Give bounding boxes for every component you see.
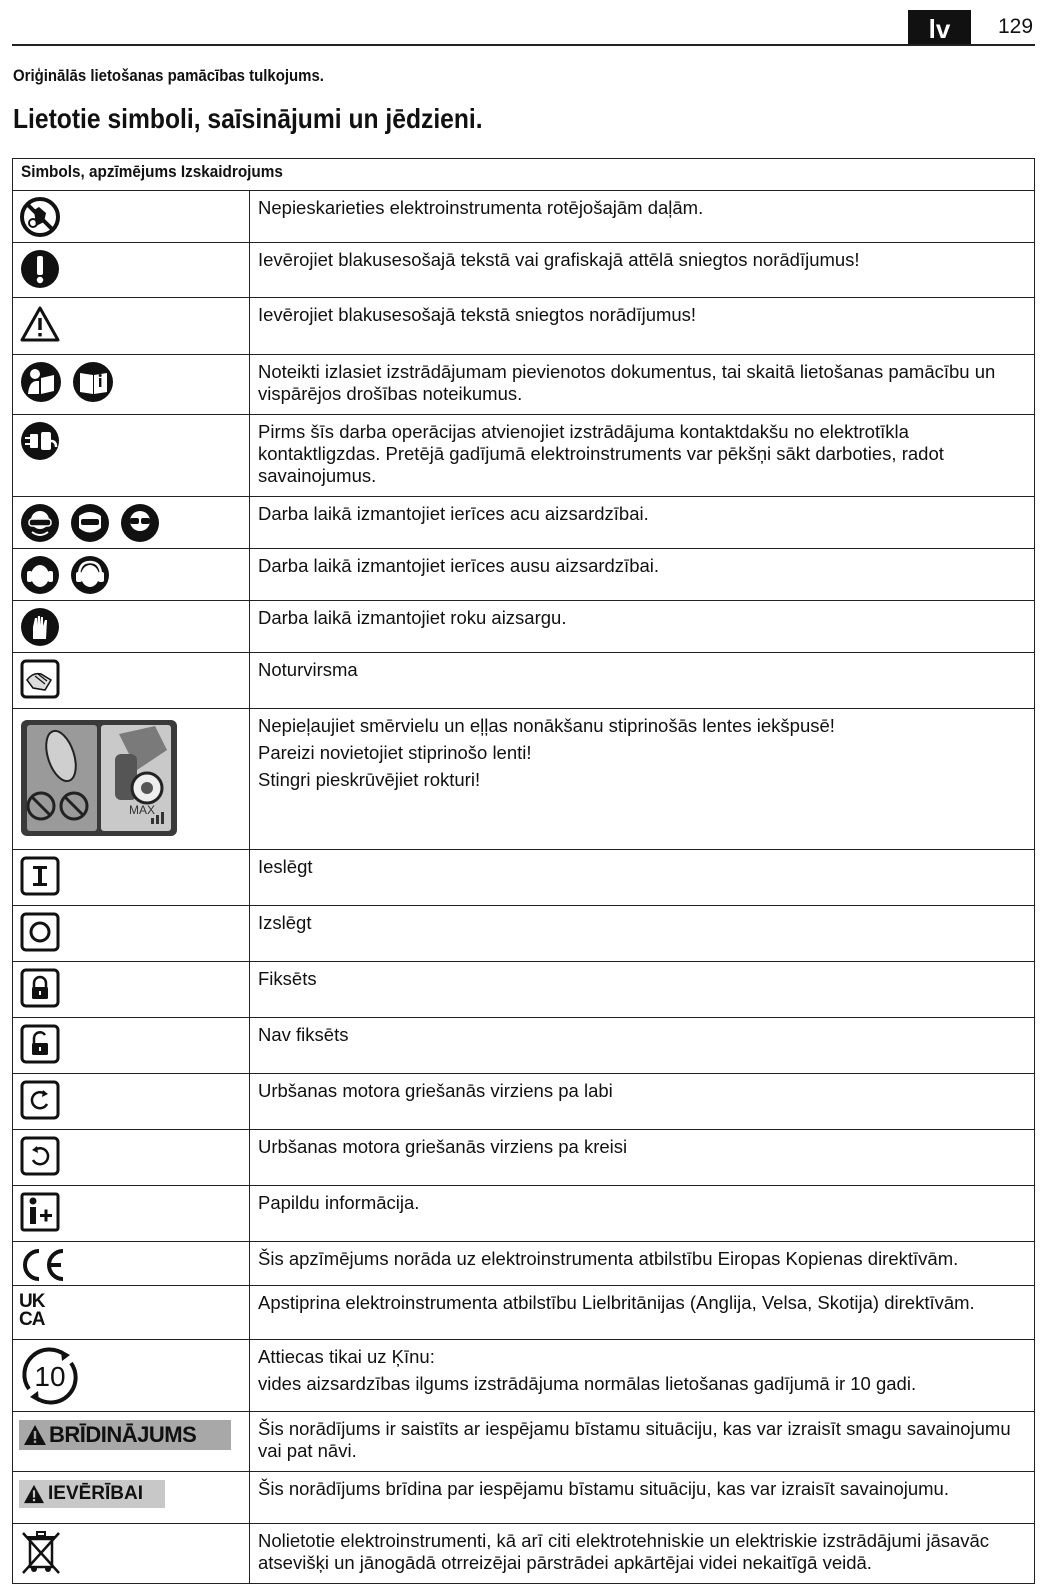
icon-cell	[13, 962, 250, 1018]
icon-cell	[13, 1472, 250, 1524]
table-row	[13, 191, 1035, 243]
row-text: Urbšanas motora griešanās virziens pa labi	[258, 1080, 613, 1101]
row-text: Pareizi novietojiet stiprinošo lenti!	[258, 742, 532, 763]
language-badge: lv	[908, 10, 971, 44]
safety-goggles-icon	[19, 502, 61, 544]
icon-cell	[13, 709, 250, 850]
epup-number: 10	[34, 1361, 66, 1392]
explanation-cell	[250, 355, 1035, 415]
face-shield-icon	[69, 502, 111, 544]
explanation-cell	[250, 1186, 1035, 1242]
explanation-cell	[250, 709, 1035, 850]
explanation-cell	[250, 298, 1035, 355]
doc-subtitle: Oriģinālās lietošanas pamācības tulkojums.	[13, 66, 324, 85]
row-text: Pirms šīs darba operācijas atvienojiet izstrādājuma kontaktdakšu no elektrotīkla kontaktligzdas. Pretējā gadījumā elektroinstruments var pēkšņi sākt darboties, radot savainojumus.	[258, 421, 944, 486]
row-text: Nolietotie elektroinstrumenti, kā arī citi elektrotehniskie un elektriskie izstrādājumi jāsavāc atsevišķi un jānogādā otrreizējai pārstrādei apkārtējai videi nekaitīgā veidā.	[258, 1530, 990, 1573]
icon-cell	[13, 1340, 250, 1412]
row-text: Ievērojiet blakusesošajā tekstā vai grafiskajā attēlā sniegtos norādījumus!	[258, 249, 860, 270]
page-number: 129	[998, 15, 1034, 38]
safety-glasses-icon	[119, 502, 161, 544]
caution-banner-label: IEVĒRĪBAI	[48, 1483, 144, 1504]
table-row	[13, 906, 1035, 962]
row-text: Noteikti izlasiet izstrādājumam pievienotos dokumentus, tai skaitā lietošanas pamācību un vispārējos drošības noteikumus.	[258, 361, 996, 404]
table-row	[13, 1340, 1035, 1412]
table-header: Simbols, apzīmējums Izskaidrojums	[13, 159, 1035, 191]
table-row	[13, 1286, 1035, 1340]
icon-cell	[13, 243, 250, 298]
table-row	[13, 850, 1035, 906]
icon-cell	[13, 1242, 250, 1286]
explanation-cell	[250, 1130, 1035, 1186]
icon-cell	[13, 355, 250, 415]
explanation-cell	[250, 1340, 1035, 1412]
explanation-cell	[250, 1412, 1035, 1472]
max-label: MAX	[129, 803, 156, 817]
explanation-cell	[250, 1286, 1035, 1340]
table-row	[13, 355, 1035, 415]
icon-cell	[13, 1074, 250, 1130]
header-rule	[12, 44, 1035, 46]
warning-banner-label: BRĪDINĀJUMS	[49, 1422, 197, 1447]
explanation-cell	[250, 243, 1035, 298]
icon-cell	[13, 601, 250, 653]
symbols-table	[12, 158, 1035, 1584]
row-text: Šis apzīmējums norāda uz elektroinstrumenta atbilstību Eiropas Kopienas direktīvām.	[258, 1248, 959, 1269]
row-text: Izslēgt	[258, 912, 312, 933]
icon-cell	[13, 1130, 250, 1186]
power-on-icon	[19, 855, 61, 897]
table-row	[13, 962, 1035, 1018]
table-row	[13, 1242, 1035, 1286]
explanation-cell	[250, 1242, 1035, 1286]
ukca-line-1: UK	[19, 1291, 45, 1312]
caution-banner	[19, 1480, 165, 1508]
explanation-cell	[250, 601, 1035, 653]
row-text: Darba laikā izmantojiet roku aizsargu.	[258, 607, 567, 628]
row-text: Ieslēgt	[258, 856, 313, 877]
explanation-cell	[250, 962, 1035, 1018]
icon-cell	[13, 1524, 250, 1584]
row-text: Ievērojiet blakusesošajā tekstā sniegtos norādījumus!	[258, 304, 697, 325]
ce-mark-icon	[19, 1247, 67, 1283]
table-row	[13, 1130, 1035, 1186]
lock-closed-icon	[19, 967, 61, 1009]
ukca-mark-icon	[19, 1293, 44, 1329]
row-text: Urbšanas motora griešanās virziens pa kreisi	[258, 1136, 628, 1157]
no-touch-rotating-icon	[19, 196, 61, 238]
row-text: Darba laikā izmantojiet ierīces ausu aizsardzībai.	[258, 555, 660, 576]
explanation-cell	[250, 1018, 1035, 1074]
table-row	[13, 1412, 1035, 1472]
table-row	[13, 298, 1035, 355]
row-text: Nepieļaujiet smērvielu un eļļas nonākšanu stiprinošās lentes iekšpusē!	[258, 715, 835, 736]
row-text: Šis norādījums brīdina par iespējamu bīstamu situāciju, kas var izraisīt savainojumu.	[258, 1478, 949, 1499]
unplug-icon	[19, 420, 61, 462]
row-text: Darba laikā izmantojiet ierīces acu aizsardzībai.	[258, 503, 649, 524]
row-text: Papildu informācija.	[258, 1192, 420, 1213]
icon-cell	[13, 298, 250, 355]
icon-cell	[13, 1018, 250, 1074]
icon-cell	[13, 549, 250, 601]
icon-cell	[13, 906, 250, 962]
table-row	[13, 709, 1035, 850]
icon-cell	[13, 191, 250, 243]
table-row	[13, 415, 1035, 497]
ear-plugs-icon	[69, 554, 111, 596]
glove-icon	[19, 606, 61, 648]
explanation-cell	[250, 1524, 1035, 1584]
rotate-left-icon	[19, 1135, 61, 1177]
doc-title: Lietotie simboli, saīsinājumi un jēdzieni.	[13, 103, 483, 134]
table-row	[13, 601, 1035, 653]
icon-cell	[13, 1286, 250, 1340]
row-text: Stingri pieskrūvējiet rokturi!	[258, 769, 481, 790]
lock-open-icon	[19, 1023, 61, 1065]
power-off-icon	[19, 911, 61, 953]
row-text: Noturvirsma	[258, 659, 358, 680]
explanation-cell	[250, 1472, 1035, 1524]
explanation-cell	[250, 415, 1035, 497]
table-row	[13, 243, 1035, 298]
rotate-right-icon	[19, 1079, 61, 1121]
weee-bin-icon	[19, 1529, 63, 1575]
info-manual-icon	[71, 360, 115, 404]
table-header-row	[13, 159, 1035, 191]
mandatory-exclamation-icon	[19, 248, 61, 290]
table-row	[13, 1472, 1035, 1524]
explanation-cell	[250, 1074, 1035, 1130]
icon-cell	[13, 1186, 250, 1242]
table-row	[13, 549, 1035, 601]
row-text: Fiksēts	[258, 968, 317, 989]
china-epup-10-icon	[19, 1345, 81, 1407]
row-text: Attiecas tikai uz Ķīnu:	[258, 1346, 435, 1367]
row-text: Apstiprina elektroinstrumenta atbilstību Lielbritānijas (Anglija, Velsa, Skotija) direktīvām.	[258, 1292, 975, 1313]
ukca-line-2: CA	[19, 1309, 45, 1330]
explanation-cell	[250, 850, 1035, 906]
explanation-cell	[250, 497, 1035, 549]
table-row	[13, 653, 1035, 709]
warning-banner	[19, 1420, 231, 1450]
row-text: Nepieskarieties elektroinstrumenta rotējošajām daļām.	[258, 197, 704, 218]
table-row	[13, 1074, 1035, 1130]
icon-cell	[13, 653, 250, 709]
icon-cell	[13, 1412, 250, 1472]
side-handle-illustration	[19, 714, 179, 838]
icon-cell	[13, 850, 250, 906]
explanation-cell	[250, 653, 1035, 709]
icon-cell	[13, 497, 250, 549]
explanation-cell	[250, 906, 1035, 962]
table-row	[13, 1018, 1035, 1074]
explanation-cell	[250, 191, 1035, 243]
table-row	[13, 1524, 1035, 1584]
table-row	[13, 497, 1035, 549]
table-row	[13, 1186, 1035, 1242]
warning-triangle-icon	[19, 303, 61, 345]
grip-surface-icon	[19, 658, 61, 700]
icon-cell	[13, 415, 250, 497]
explanation-cell	[250, 549, 1035, 601]
row-text: Nav fiksēts	[258, 1024, 349, 1045]
warning-triangle-icon	[23, 1424, 47, 1446]
info-plus-icon	[19, 1191, 61, 1233]
row-text: vides aizsardzības ilgums izstrādājuma normālas lietošanas gadījumā ir 10 gadi.	[258, 1373, 917, 1394]
warning-triangle-icon	[23, 1484, 45, 1504]
ear-muffs-icon	[19, 554, 61, 596]
read-manual-person-icon	[19, 360, 63, 404]
row-text: Šis norādījums ir saistīts ar iespējamu bīstamu situāciju, kas var izraisīt smagu savainojumu vai pat nāvi.	[258, 1418, 1011, 1461]
